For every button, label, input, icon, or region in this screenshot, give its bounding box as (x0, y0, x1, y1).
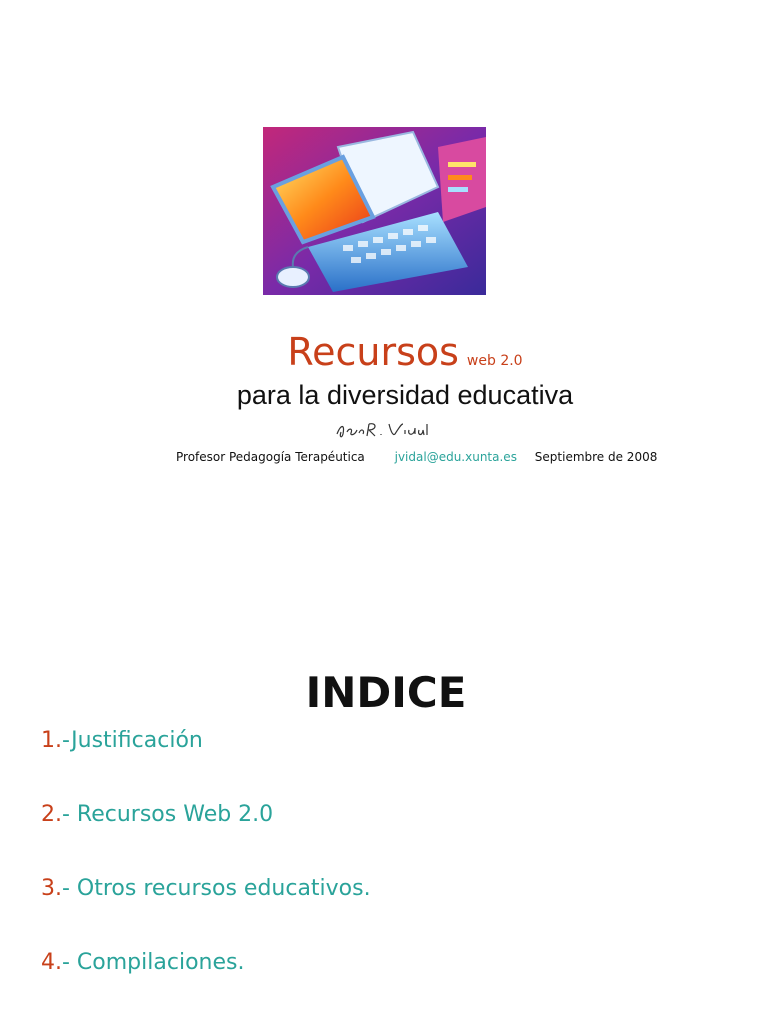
author-role: Profesor Pedagogía Terapéutica (176, 450, 365, 464)
index-item-label: - Otros recursos educativos. (62, 876, 371, 901)
index-item[interactable] (41, 876, 371, 950)
index-item-number: 1. (41, 728, 62, 753)
index-heading: INDICE (305, 668, 467, 717)
cover-illustration (263, 127, 486, 295)
index-item-number: 4. (41, 950, 62, 975)
author-info (176, 450, 657, 464)
title-suffix: web 2.0 (466, 353, 523, 369)
presentation-subtitle: para la diversidad educativa (236, 380, 574, 410)
index-item-label: - Recursos Web 2.0 (62, 802, 274, 827)
presentation-date: Septiembre de 2008 (534, 450, 658, 464)
index-item-number: 3. (41, 876, 62, 901)
index-item-label: - Compilaciones. (62, 950, 245, 975)
title-text: Recursos (287, 330, 459, 374)
index-item[interactable] (41, 728, 371, 802)
index-item-number: 2. (41, 802, 62, 827)
index-item-label: -Justificación (62, 728, 203, 753)
handwritten-signature (333, 418, 433, 442)
index-item[interactable] (41, 950, 371, 1024)
index-list (41, 728, 371, 1024)
laptop-book-icon (263, 127, 486, 295)
index-item[interactable] (41, 802, 371, 876)
author-email-link[interactable]: jvidal@edu.xunta.es (394, 450, 517, 464)
presentation-title (0, 330, 768, 374)
